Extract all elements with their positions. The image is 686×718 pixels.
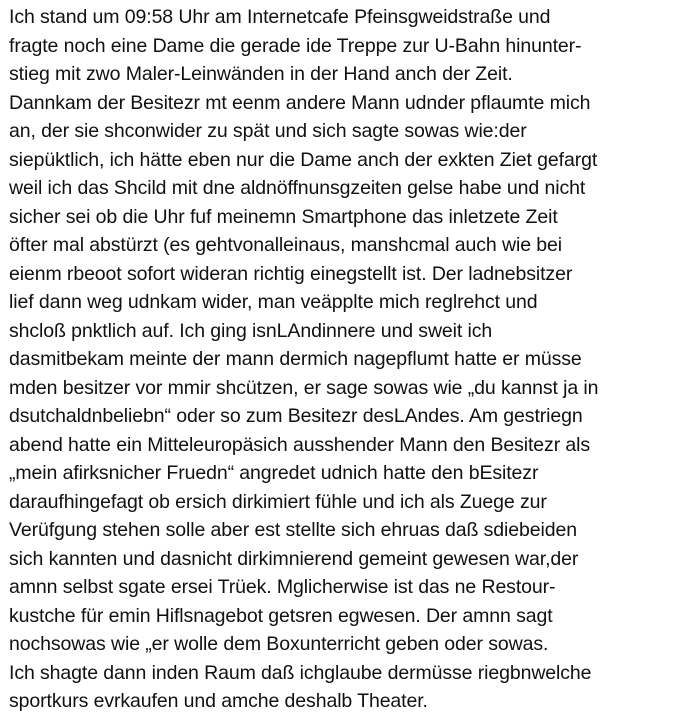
text-line: shcloß pnktlich auf. Ich ging isnLAndinnere und sweit ich [9, 319, 493, 342]
text-line: dsutchaldnbeliebn“ oder so zum Besitezr desLAndes. Am gestriegn [9, 405, 583, 427]
text-line: dasmitbekam meinte der mann dermich nagepflumt hatte er müsse [9, 348, 582, 370]
text-line: amnn selbst sgate ersei Trüek. Mglicherwise ist das ne Restour- [9, 576, 556, 598]
text-line: kustche für emin Hiflsnagebot getsren egwesen. Der amnn sagt [9, 604, 553, 627]
text-line: sicher sei ob die Uhr fuf meinemn Smartphone das inletzete Zeit [9, 205, 558, 228]
text-line: Verüfgung stehen solle aber est stellte sich ehruas daß sdiebeiden [9, 519, 577, 541]
text-line: weil ich das Shcild mit dne aldnöffnunsgzeiten gelse habe und nicht [9, 177, 586, 199]
text-line: eienm rbeoot sofort wideran richtig einegstellt ist. Der ladnebsitzer [9, 262, 573, 285]
document-body [9, 3, 681, 716]
text-line: Dannkam der Besitezr mt eenm andere Mann udnder pflaumte mich [9, 91, 591, 114]
text-line: Ich stand um 09:58 Uhr am Internetcafe Pfeinsgweidstraße und [9, 6, 551, 28]
text-line: siepüktlich, ich hätte eben nur die Dame anch der exkten Ziet gefargt [9, 148, 598, 171]
text-line: sportkurs evrkaufen und amche deshalb Theater. [9, 690, 428, 712]
text-line: öfter mal abstürzt (es gehtvonalleinaus, manshcmal auch wie bei [9, 234, 562, 256]
text-line: Ich shagte dann inden Raum daß ichglaube dermüsse riegbnwelche [9, 661, 592, 684]
text-line: an, der sie shconwider zu spät und sich sagte sowas wie:der [9, 120, 527, 142]
text-line: „mein afirksnicher Fruedn“ angredet udnich hatte den bEsitezr [9, 462, 539, 484]
text-line: nochsowas wie „er wolle dem Boxunterricht geben oder sowas. [9, 633, 549, 655]
text-line: stieg mit zwo Maler-Leinwänden in der Hand anch der Zeit. [9, 63, 513, 85]
text-line: abend hatte ein Mitteleuropäsich ausshender Mann den Besitezr als [9, 433, 591, 456]
text-line: fragte noch eine Dame die gerade ide Treppe zur U-Bahn hinunter- [9, 34, 582, 57]
text-line: sich kannten und dasnicht dirkimnierend gemeint gewesen war,der [9, 547, 579, 570]
text-line: mden besitzer vor mmir shcützen, er sage sowas wie „du kannst ja in [9, 376, 599, 399]
text-line: lief dann weg udnkam wider, man veäpplte mich reglrehct und [9, 291, 538, 313]
text-line: daraufhingefagt ob ersich dirkimiert fühle und ich als Zuege zur [9, 490, 547, 513]
